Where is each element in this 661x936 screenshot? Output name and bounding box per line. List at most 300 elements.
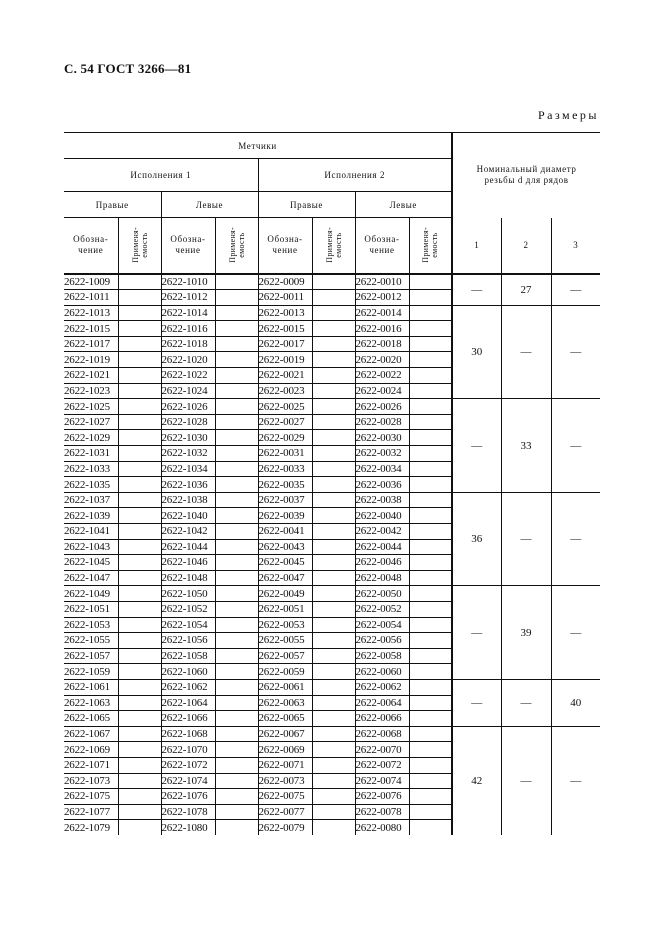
applicability-cell [215, 492, 258, 508]
applicability-cell [312, 789, 355, 805]
applicability-cell [312, 446, 355, 462]
v2-right-designation: 2622-0045 [258, 555, 312, 571]
v2-left-designation: 2622-0060 [355, 664, 409, 680]
v2-right-designation: 2622-0065 [258, 711, 312, 727]
v1-left-designation: 2622-1044 [161, 539, 215, 555]
v2-left-designation: 2622-0014 [355, 305, 409, 321]
diameter-header-text: Номинальный диаметр резьбы d для рядов [476, 164, 577, 186]
diameter-series-3: 40 [551, 679, 600, 726]
applicability-cell [118, 430, 161, 446]
v2-left-designation: 2622-0016 [355, 321, 409, 337]
v1-right-designation: 2622-1015 [64, 321, 118, 337]
applicability-cell [118, 617, 161, 633]
applicability-cell [118, 773, 161, 789]
applicability-cell [118, 804, 161, 820]
applicability-cell [409, 789, 452, 805]
applicability-cell [215, 368, 258, 384]
v1-left-designation: 2622-1066 [161, 711, 215, 727]
v2-left-designation: 2622-0064 [355, 695, 409, 711]
applicability-label: Применя- емость [324, 227, 343, 264]
designation-label: Обозна- чение [73, 234, 109, 256]
v2-right-designation: 2622-0067 [258, 726, 312, 742]
v1-right-designation: 2622-1011 [64, 290, 118, 306]
v1-left-designation: 2622-1048 [161, 570, 215, 586]
v2-right-designation: 2622-0033 [258, 461, 312, 477]
diameter-series-1: — [452, 679, 501, 726]
v1-left-designation: 2622-1054 [161, 617, 215, 633]
v2-right-designation: 2622-0011 [258, 290, 312, 306]
applicability-cell [215, 305, 258, 321]
designation-label: Обозна- чение [267, 234, 303, 256]
applicability-cell [215, 586, 258, 602]
v2-right-designation: 2622-0023 [258, 383, 312, 399]
applicability-cell [409, 368, 452, 384]
v2-right-designation: 2622-0017 [258, 336, 312, 352]
v2-left-designation: 2622-0036 [355, 477, 409, 493]
v1-right-designation: 2622-1023 [64, 383, 118, 399]
applicability-cell [215, 695, 258, 711]
v2-right-designation: 2622-0049 [258, 586, 312, 602]
applicability-cell [118, 461, 161, 477]
v1-left-designation: 2622-1032 [161, 446, 215, 462]
table-row [64, 274, 600, 290]
v2-right-designation: 2622-0015 [258, 321, 312, 337]
applicability-cell [312, 492, 355, 508]
applicability-header [215, 218, 258, 274]
dimensions-table [64, 132, 600, 835]
v1-right-designation: 2622-1021 [64, 368, 118, 384]
applicability-cell [312, 290, 355, 306]
applicability-label: Применя- емость [227, 227, 246, 264]
diameter-series-1: — [452, 399, 501, 493]
series-3-header: 3 [551, 218, 600, 274]
applicability-cell [215, 461, 258, 477]
diameter-series-1: 36 [452, 492, 501, 586]
applicability-cell [215, 726, 258, 742]
v2-right-designation: 2622-0077 [258, 804, 312, 820]
applicability-cell [409, 336, 452, 352]
applicability-cell [118, 789, 161, 805]
v2-left-designation: 2622-0054 [355, 617, 409, 633]
v2-left-designation: 2622-0070 [355, 742, 409, 758]
v2-left-designation: 2622-0042 [355, 524, 409, 540]
v1-left-designation: 2622-1042 [161, 524, 215, 540]
designation-header [355, 218, 409, 274]
v2-left-designation: 2622-0012 [355, 290, 409, 306]
v2-right-designation: 2622-0025 [258, 399, 312, 415]
v2-right-designation: 2622-0027 [258, 414, 312, 430]
v1-right-designation: 2622-1049 [64, 586, 118, 602]
diameter-series-2: — [501, 679, 551, 726]
diameter-series-1: — [452, 586, 501, 680]
applicability-cell [215, 274, 258, 290]
v1-left-designation: 2622-1030 [161, 430, 215, 446]
table-row [64, 679, 600, 695]
applicability-cell [215, 711, 258, 727]
applicability-cell [118, 601, 161, 617]
v1-left-designation: 2622-1070 [161, 742, 215, 758]
v2-right-designation: 2622-0013 [258, 305, 312, 321]
table-row [64, 399, 600, 415]
v1-right-designation: 2622-1033 [64, 461, 118, 477]
v1-right-designation: 2622-1009 [64, 274, 118, 290]
applicability-cell [409, 695, 452, 711]
applicability-cell [312, 555, 355, 571]
v2-left-designation: 2622-0076 [355, 789, 409, 805]
v2-right-designation: 2622-0055 [258, 633, 312, 649]
v2-left-designation: 2622-0030 [355, 430, 409, 446]
applicability-cell [409, 492, 452, 508]
v1-right-designation: 2622-1079 [64, 821, 110, 834]
v2-right-designation: 2622-0035 [258, 477, 312, 493]
v1-right-designation: 2622-1071 [64, 757, 118, 773]
v1-right-designation: 2622-1055 [64, 633, 118, 649]
applicability-cell [118, 290, 161, 306]
v1-right-designation: 2622-1027 [64, 414, 118, 430]
v2-right-designation: 2622-0021 [258, 368, 312, 384]
v1-right-designation: 2622-1019 [64, 352, 118, 368]
sizes-label: Размеры [537, 108, 599, 122]
v2-right-designation: 2622-0061 [258, 679, 312, 695]
v2-left-designation: 2622-0038 [355, 492, 409, 508]
applicability-cell [409, 274, 452, 290]
applicability-cell [118, 477, 161, 493]
v1-right-designation: 2622-1073 [64, 773, 118, 789]
v2-left-designation: 2622-0018 [355, 336, 409, 352]
diameter-series-3: — [551, 726, 600, 835]
applicability-cell [409, 742, 452, 758]
applicability-cell [118, 742, 161, 758]
v2-left-designation: 2622-0050 [355, 586, 409, 602]
table-row [64, 492, 600, 508]
applicability-cell [215, 477, 258, 493]
applicability-cell [118, 555, 161, 571]
applicability-cell [312, 368, 355, 384]
applicability-cell [312, 430, 355, 446]
applicability-cell [215, 290, 258, 306]
applicability-cell [215, 789, 258, 805]
v2-left-designation: 2622-0058 [355, 648, 409, 664]
applicability-cell [215, 679, 258, 695]
diameter-series-3: — [551, 399, 600, 493]
v2-left-designation: 2622-0032 [355, 446, 409, 462]
applicability-cell [118, 695, 161, 711]
applicability-cell [215, 570, 258, 586]
applicability-header [409, 218, 452, 274]
applicability-cell [118, 539, 161, 555]
v1-right-designation: 2622-1047 [64, 570, 118, 586]
applicability-cell [409, 305, 452, 321]
applicability-cell [118, 508, 161, 524]
version2-header: Исполнения 2 [258, 159, 452, 192]
applicability-cell [118, 492, 161, 508]
applicability-cell [312, 414, 355, 430]
v1-left-designation: 2622-1080 [161, 820, 215, 835]
v1-left-designation: 2622-1028 [161, 414, 215, 430]
v2-left-designation: 2622-0024 [355, 383, 409, 399]
v2-left-designation: 2622-0078 [355, 804, 409, 820]
diameter-series-2: 39 [501, 586, 551, 680]
v2-right-designation: 2622-0079 [258, 820, 312, 835]
applicability-cell [118, 633, 161, 649]
applicability-cell [409, 679, 452, 695]
v2-right-designation: 2622-0009 [258, 274, 312, 290]
v2-left-designation: 2622-0072 [355, 757, 409, 773]
applicability-cell [409, 461, 452, 477]
applicability-cell [409, 446, 452, 462]
v2-left-designation: 2622-0048 [355, 570, 409, 586]
applicability-label: Применя- емость [421, 227, 440, 264]
applicability-cell [215, 648, 258, 664]
applicability-cell [312, 804, 355, 820]
v1-left-designation: 2622-1014 [161, 305, 215, 321]
applicability-cell [215, 321, 258, 337]
applicability-cell [409, 726, 452, 742]
table-row [64, 305, 600, 321]
v1-left-designation: 2622-1010 [161, 274, 215, 290]
v1-right-designation: 2622-1063 [64, 695, 118, 711]
v1-left-designation: 2622-1036 [161, 477, 215, 493]
v2-right-designation: 2622-0063 [258, 695, 312, 711]
applicability-cell [409, 414, 452, 430]
applicability-cell [409, 617, 452, 633]
v2-left-designation: 2622-0066 [355, 711, 409, 727]
v2-left-header: Левые [355, 192, 452, 218]
v1-left-designation: 2622-1020 [161, 352, 215, 368]
applicability-cell [215, 446, 258, 462]
applicability-cell [312, 773, 355, 789]
applicability-cell [312, 601, 355, 617]
v2-right-designation: 2622-0029 [258, 430, 312, 446]
designation-header [64, 218, 118, 274]
applicability-cell [215, 414, 258, 430]
v2-right-designation: 2622-0071 [258, 757, 312, 773]
v1-right-designation: 2622-1061 [64, 679, 118, 695]
applicability-cell [409, 290, 452, 306]
applicability-cell [409, 570, 452, 586]
table-body [64, 274, 600, 835]
applicability-cell [312, 679, 355, 695]
applicability-cell [312, 477, 355, 493]
applicability-cell [312, 461, 355, 477]
applicability-cell [215, 555, 258, 571]
v2-right-designation: 2622-0051 [258, 601, 312, 617]
applicability-cell [118, 399, 161, 415]
applicability-cell [312, 617, 355, 633]
applicability-cell [312, 274, 355, 290]
v2-left-designation: 2622-0034 [355, 461, 409, 477]
v2-left-designation: 2622-0022 [355, 368, 409, 384]
v1-right-designation: 2622-1017 [64, 336, 118, 352]
applicability-cell [215, 757, 258, 773]
applicability-cell [118, 711, 161, 727]
v2-left-designation: 2622-0080 [355, 820, 409, 835]
applicability-cell [118, 570, 161, 586]
v1-left-designation: 2622-1018 [161, 336, 215, 352]
v2-right-designation: 2622-0057 [258, 648, 312, 664]
applicability-cell [118, 368, 161, 384]
v2-right-designation: 2622-0075 [258, 789, 312, 805]
applicability-cell [409, 430, 452, 446]
diameter-series-1: 42 [452, 726, 501, 835]
v2-right-designation: 2622-0019 [258, 352, 312, 368]
applicability-cell [118, 586, 161, 602]
v1-right-designation: 2622-1075 [64, 789, 118, 805]
diameter-series-3: — [551, 586, 600, 680]
applicability-cell [409, 664, 452, 680]
applicability-cell [312, 524, 355, 540]
applicability-cell [312, 383, 355, 399]
applicability-cell [312, 336, 355, 352]
applicability-cell [312, 321, 355, 337]
table-row [64, 586, 600, 602]
v1-left-designation: 2622-1056 [161, 633, 215, 649]
designation-label: Обозна- чение [170, 234, 206, 256]
applicability-cell [118, 648, 161, 664]
designation-header [258, 218, 312, 274]
v2-left-designation: 2622-0044 [355, 539, 409, 555]
applicability-cell [312, 820, 355, 835]
applicability-cell [215, 430, 258, 446]
v1-left-designation: 2622-1052 [161, 601, 215, 617]
v2-right-designation: 2622-0039 [258, 508, 312, 524]
applicability-cell [312, 305, 355, 321]
applicability-cell [118, 414, 161, 430]
applicability-cell [409, 477, 452, 493]
diameter-series-3: — [551, 274, 600, 306]
v1-right-designation: 2622-1025 [64, 399, 118, 415]
v1-right-designation: 2622-1057 [64, 648, 118, 664]
v1-left-designation: 2622-1022 [161, 368, 215, 384]
taps-header: Метчики [64, 133, 452, 159]
v1-left-designation: 2622-1012 [161, 290, 215, 306]
diameter-series-2: 27 [501, 274, 551, 306]
applicability-cell [409, 508, 452, 524]
v1-left-header: Левые [161, 192, 258, 218]
v2-right-designation: 2622-0059 [258, 664, 312, 680]
v2-left-designation: 2622-0056 [355, 633, 409, 649]
v1-left-designation: 2622-1050 [161, 586, 215, 602]
v2-left-designation: 2622-0020 [355, 352, 409, 368]
applicability-cell [312, 508, 355, 524]
version1-header: Исполнения 1 [64, 159, 258, 192]
v1-left-designation: 2622-1026 [161, 399, 215, 415]
diameter-series-1: 30 [452, 305, 501, 399]
v2-right-designation: 2622-0043 [258, 539, 312, 555]
applicability-cell [409, 633, 452, 649]
applicability-cell [409, 399, 452, 415]
v1-left-designation: 2622-1064 [161, 695, 215, 711]
diameter-series-2: — [501, 726, 551, 835]
diameter-series-3: — [551, 492, 600, 586]
applicability-cell [409, 820, 452, 835]
v2-left-designation: 2622-0040 [355, 508, 409, 524]
applicability-cell [409, 648, 452, 664]
applicability-cell [409, 757, 452, 773]
v1-left-designation: 2622-1078 [161, 804, 215, 820]
v2-left-designation: 2622-0052 [355, 601, 409, 617]
v1-right-designation: 2622-1067 [64, 726, 118, 742]
applicability-cell [118, 321, 161, 337]
v1-left-designation: 2622-1034 [161, 461, 215, 477]
applicability-cell [312, 664, 355, 680]
applicability-cell [312, 648, 355, 664]
v1-left-designation: 2622-1074 [161, 773, 215, 789]
v2-left-designation: 2622-0026 [355, 399, 409, 415]
applicability-cell [215, 804, 258, 820]
v2-right-designation: 2622-0069 [258, 742, 312, 758]
applicability-cell [118, 305, 161, 321]
v1-left-designation: 2622-1062 [161, 679, 215, 695]
v1-right-designation: 2622-1051 [64, 601, 118, 617]
v1-right-designation: 2622-1059 [64, 664, 118, 680]
applicability-cell [215, 524, 258, 540]
v1-right-header: Правые [64, 192, 161, 218]
v1-left-designation: 2622-1024 [161, 383, 215, 399]
applicability-cell [409, 586, 452, 602]
v2-left-designation: 2622-0028 [355, 414, 409, 430]
applicability-cell [118, 352, 161, 368]
applicability-cell [215, 336, 258, 352]
applicability-cell [312, 586, 355, 602]
applicability-header [118, 218, 161, 274]
v1-right-designation: 2622-1053 [64, 617, 118, 633]
applicability-cell [409, 352, 452, 368]
v1-right-designation: 2622-1013 [64, 305, 118, 321]
applicability-cell [118, 820, 161, 835]
v1-right-designation: 2622-1037 [64, 492, 118, 508]
v1-right-designation: 2622-1041 [64, 524, 118, 540]
applicability-cell [215, 352, 258, 368]
applicability-cell [409, 555, 452, 571]
applicability-cell [312, 352, 355, 368]
applicability-cell [118, 274, 161, 290]
v2-left-designation: 2622-0068 [355, 726, 409, 742]
v2-left-designation: 2622-0074 [355, 773, 409, 789]
applicability-cell [312, 399, 355, 415]
applicability-cell [215, 383, 258, 399]
applicability-cell [409, 539, 452, 555]
v2-right-designation: 2622-0037 [258, 492, 312, 508]
v2-left-designation: 2622-0046 [355, 555, 409, 571]
diameter-header [452, 133, 600, 218]
page-header: С. 54 ГОСТ 3266—81 [64, 61, 192, 76]
applicability-cell [118, 446, 161, 462]
v1-left-designation: 2622-1068 [161, 726, 215, 742]
applicability-label: Применя- емость [130, 227, 149, 264]
v1-right-designation: 2622-1031 [64, 446, 118, 462]
applicability-cell [409, 383, 452, 399]
table-row [64, 726, 600, 742]
v1-left-designation: 2622-1040 [161, 508, 215, 524]
applicability-cell [118, 524, 161, 540]
series-2-header: 2 [501, 218, 551, 274]
designation-header [161, 218, 215, 274]
applicability-cell [118, 383, 161, 399]
v1-right-designation: 2622-1065 [64, 711, 118, 727]
diameter-series-1: — [452, 274, 501, 306]
applicability-cell [118, 336, 161, 352]
v1-left-designation: 2622-1076 [161, 789, 215, 805]
diameter-series-3: — [551, 305, 600, 399]
applicability-cell [409, 773, 452, 789]
applicability-cell [409, 321, 452, 337]
v1-right-designation: 2622-1045 [64, 555, 118, 571]
v1-right-designation: 2622-1069 [64, 742, 118, 758]
applicability-cell [409, 804, 452, 820]
applicability-header [312, 218, 355, 274]
applicability-cell [215, 820, 258, 835]
